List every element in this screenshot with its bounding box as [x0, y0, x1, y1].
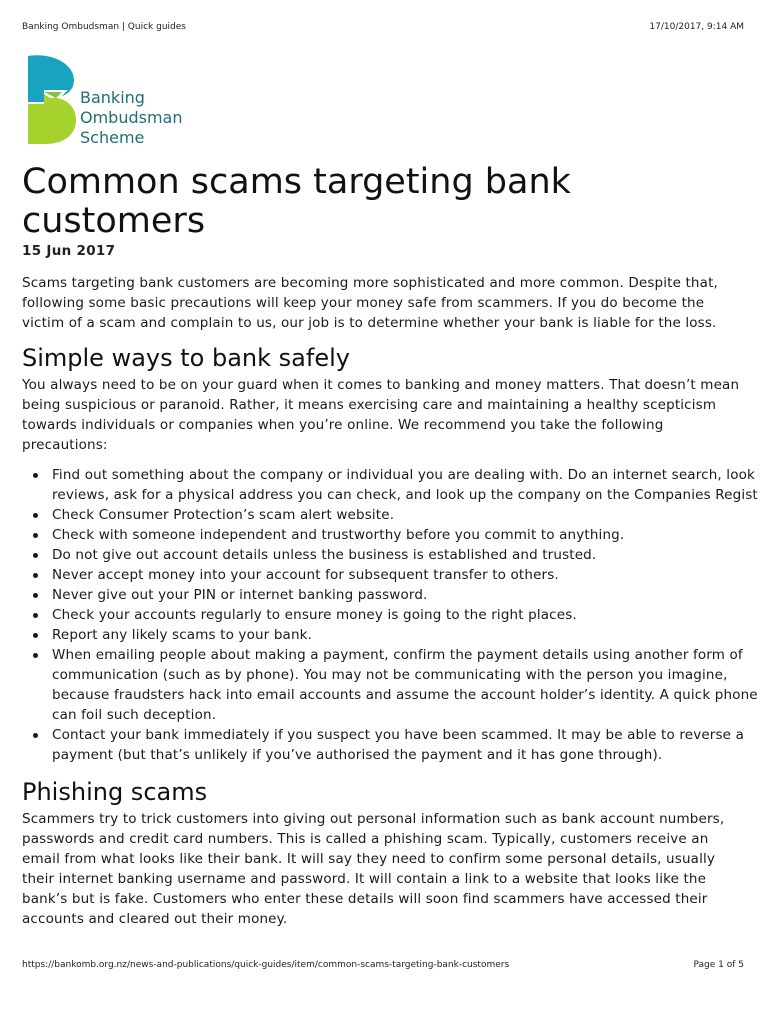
list-item-line: Report any likely scams to your bank. — [52, 627, 313, 643]
article — [22, 162, 758, 929]
list-item-line: communication (such as by phone). You may not be communicating with the person you imagine, — [52, 667, 728, 683]
list-item — [22, 585, 750, 605]
banking-ombudsman-logo — [22, 54, 182, 146]
section-heading-bank-safely: Simple ways to bank safely — [22, 344, 350, 372]
list-item-line: payment (but that’s unlikely if you’ve authorised the payment and it has gone through). — [52, 747, 663, 763]
logo-line-3: Scheme — [80, 128, 145, 147]
bank-safely-paragraph: You always need to be on your guard when it comes to banking and money matters. That doesn’t mean being suspicious or paranoid. Rather, it means exercising care and maintaining a healthy scepticism towards individuals or companies when you’re online. We recommend you take the following precautions: — [22, 377, 740, 453]
logo-mark-icon — [22, 54, 82, 146]
list-item-line: Find out something about the company or individual you are dealing with. Do an internet search, look — [52, 467, 755, 483]
list-item — [22, 645, 758, 725]
phishing-paragraph: Scammers try to trick customers into giving out personal information such as bank account numbers, passwords and credit card numbers. This is called a phishing scam. Typically, customers receive an email from what looks like their bank. It will say they need to confirm some personal details, usually their internet banking username and password. It will contain a link to a website that looks like the bank’s but is fake. Customers who enter these details will soon find scammers have accessed their accounts and cleared out their money. — [22, 811, 725, 927]
print-header-title: Banking Ombudsman | Quick guides — [22, 22, 186, 32]
logo-line-2: Ombudsman — [80, 108, 183, 127]
print-footer-url: https://bankomb.org.nz/news-and-publications/quick-guides/item/common-scams-targeting-bank-customers — [22, 960, 510, 970]
list-item-line: reviews, ask for a physical address you can check, and look up the company on the Companies Regist — [52, 487, 758, 503]
list-item — [22, 505, 750, 525]
list-item-line: Never accept money into your account for subsequent transfer to others. — [52, 567, 559, 583]
list-item — [22, 465, 758, 505]
article-date: 15 Jun 2017 — [22, 243, 116, 259]
list-item-line: When emailing people about making a payment, confirm the payment details using another form of — [52, 647, 743, 663]
logo-line-1: Banking — [80, 88, 145, 107]
list-item — [22, 565, 750, 585]
list-item-line: because fraudsters hack into email accounts and assume the account holder’s identity. A quick phone — [52, 687, 758, 703]
list-item-line: Contact your bank immediately if you suspect you have been scammed. It may be able to reverse a — [52, 727, 744, 743]
intro-paragraph: Scams targeting bank customers are becoming more sophisticated and more common. Despite that, following some basic precautions will keep your money safe from scammers. If you do become the victim of a scam and complain to us, our job is to determine whether your bank is liable for the loss. — [22, 275, 718, 331]
list-item — [22, 545, 750, 565]
list-item-line: can foil such deception. — [52, 707, 217, 723]
list-item — [22, 725, 750, 765]
list-item — [22, 605, 750, 625]
article-title: Common scams targeting bank customers — [22, 162, 571, 241]
print-header-datetime: 17/10/2017, 9:14 AM — [649, 22, 744, 32]
section-heading-phishing: Phishing scams — [22, 778, 208, 806]
list-item-line: Do not give out account details unless the business is established and trusted. — [52, 547, 597, 563]
precautions-list — [22, 465, 758, 765]
list-item-line: Check with someone independent and trustworthy before you commit to anything. — [52, 527, 625, 543]
list-item-line: Check Consumer Protection’s scam alert website. — [52, 507, 395, 523]
print-footer-page: Page 1 of 5 — [693, 960, 744, 970]
list-item — [22, 525, 750, 545]
list-item-line: Never give out your PIN or internet banking password. — [52, 587, 428, 603]
list-item — [22, 625, 750, 645]
list-item-line: Check your accounts regularly to ensure money is going to the right places. — [52, 607, 577, 623]
